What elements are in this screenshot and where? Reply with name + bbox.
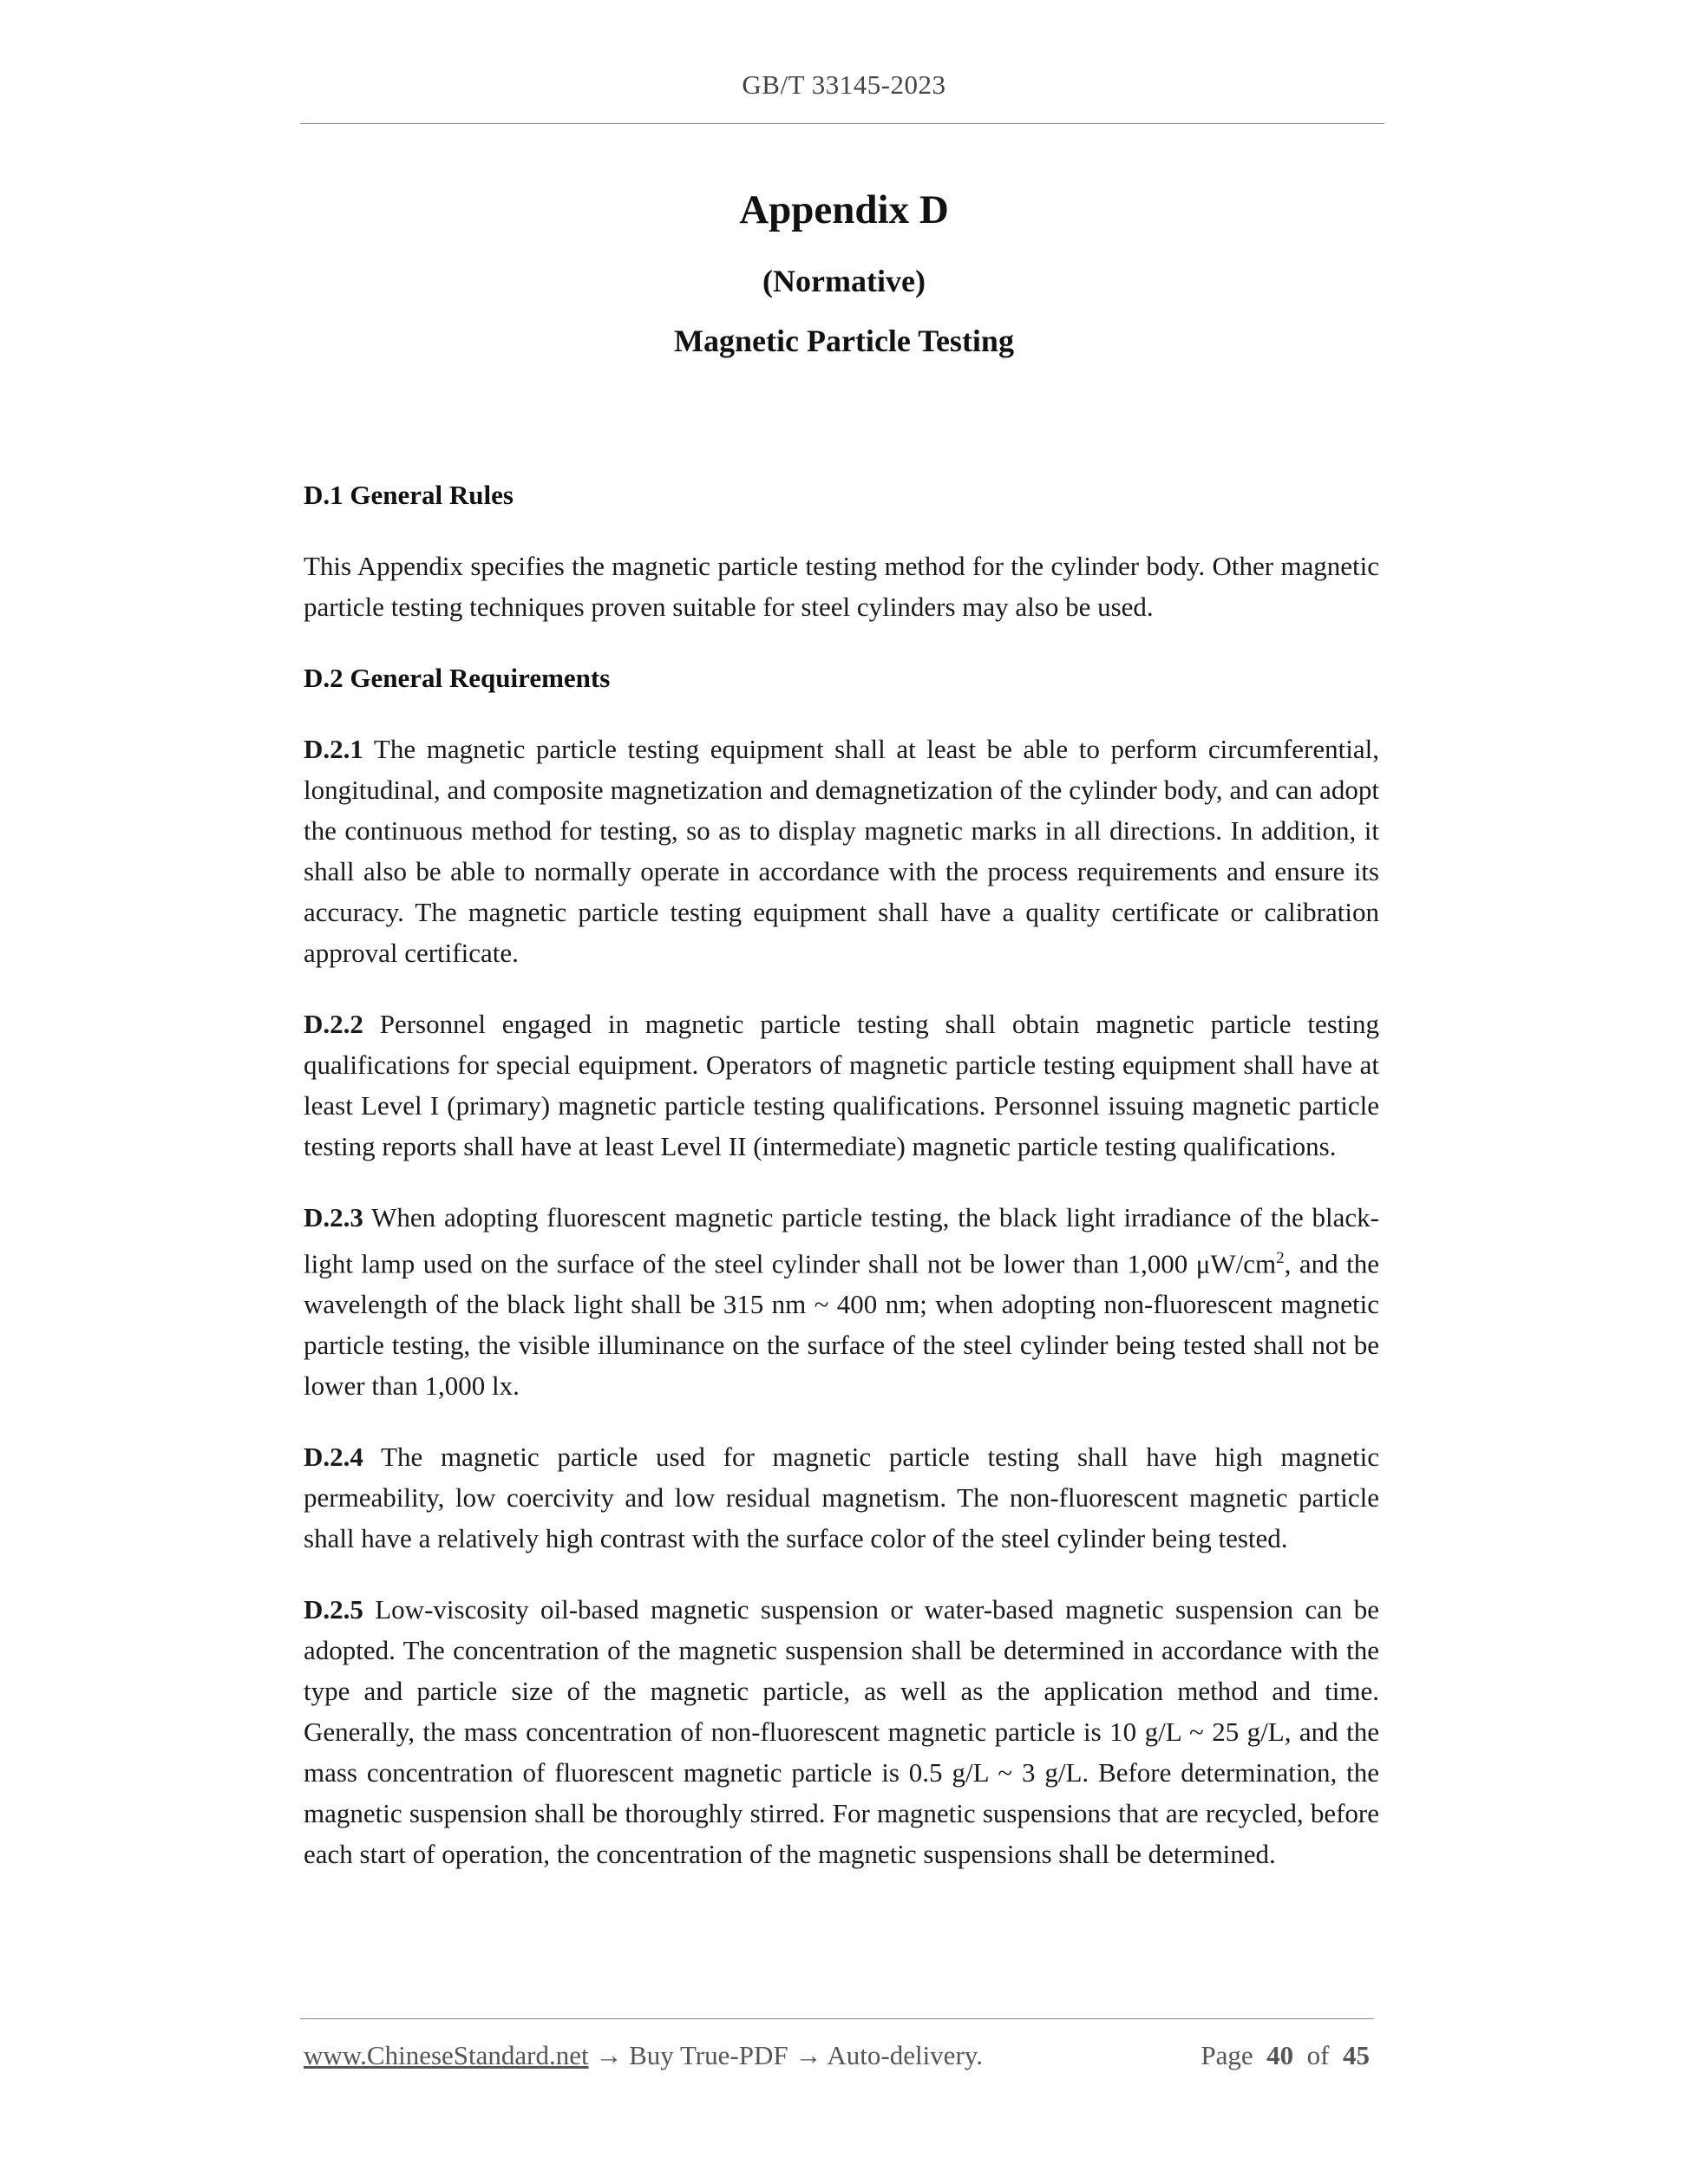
superscript: 2 bbox=[1276, 1249, 1285, 1267]
clause-d2-2 bbox=[304, 1004, 1379, 1167]
clause-number: D.2.1 bbox=[304, 734, 363, 764]
clause-number: D.2.3 bbox=[304, 1202, 363, 1233]
clause-text-continued: , and the wavelength of the black light shall be 315 nm ~ 400 nm; when adopting non-fluorescent magnetic particle testing, the visible illuminance on the surface of the steel cylinder being tested shall not be lower than 1,000 lx. bbox=[304, 1248, 1379, 1402]
section-heading-d2: D.2 General Requirements bbox=[304, 663, 611, 693]
clause-d2-3 bbox=[304, 1197, 1379, 1406]
header-divider bbox=[300, 123, 1384, 124]
clause-text: Low-viscosity oil-based magnetic suspension or water-based magnetic suspension can be adopted. The concentration of the magnetic suspension shall be determined in accordance with the type and particle size of the magnetic particle, as well as the application method and time. Generally, the mass concentration of non-fluorescent magnetic particle is 10 g/L ~ 25 g/L, and the mass concentration of fluorescent magnetic particle is 0.5 g/L ~ 3 g/L. Before determination, the magnetic suspension shall be thoroughly stirred. For magnetic suspensions that are recycled, before each start of operation, the concentration of the magnetic suspensions shall be determined. bbox=[304, 1594, 1379, 1870]
section-heading-d1: D.1 General Rules bbox=[304, 480, 514, 510]
promo-text: → Buy True-PDF → Auto-delivery. bbox=[588, 2040, 983, 2070]
clause-d2-1 bbox=[304, 729, 1379, 973]
clause-d2-5 bbox=[304, 1589, 1379, 1874]
running-header: GB/T 33145-2023 bbox=[742, 69, 946, 100]
appendix-name: Magnetic Particle Testing bbox=[674, 324, 1014, 358]
of-word: of bbox=[1306, 2040, 1330, 2070]
footer-promo bbox=[304, 2040, 983, 2071]
section-d1-paragraph: This Appendix specifies the magnetic particle testing method for the cylinder body. Other magnetic particle testing techniques proven suitable for steel cylinders may also be used. bbox=[304, 551, 1379, 622]
clause-number: D.2.2 bbox=[304, 1009, 363, 1039]
document-body bbox=[304, 474, 1379, 1905]
page-word: Page bbox=[1201, 2040, 1253, 2070]
clause-text: The magnetic particle testing equipment shall at least be able to perform circumferential, longitudinal, and composite magnetization and demagnetization of the cylinder body, and can adopt the continuous method for testing, so as to display magnetic marks in all directions. In addition, it shall also be able to normally operate in accordance with the process requirements and ensure its accuracy. The magnetic particle testing equipment shall have a quality certificate or calibration approval certificate. bbox=[304, 734, 1379, 968]
page-total: 45 bbox=[1343, 2040, 1370, 2070]
appendix-nature: (Normative) bbox=[762, 264, 926, 298]
clause-text: The magnetic particle used for magnetic particle testing shall have high magnetic permeability, low coercivity and low residual magnetism. The non-fluorescent magnetic particle shall have a relatively high contrast with the surface color of the steel cylinder being tested. bbox=[304, 1442, 1379, 1554]
appendix-title: Appendix D bbox=[739, 187, 949, 232]
clause-number: D.2.4 bbox=[304, 1442, 363, 1473]
page-indicator bbox=[1201, 2040, 1370, 2071]
clause-number: D.2.5 bbox=[304, 1594, 363, 1625]
page-current: 40 bbox=[1266, 2040, 1294, 2070]
site-link[interactable]: www.ChineseStandard.net bbox=[304, 2040, 589, 2070]
footer-divider bbox=[300, 2018, 1374, 2019]
clause-text: Personnel engaged in magnetic particle testing shall obtain magnetic particle testing qualifications for special equipment. Operators of magnetic particle testing equipment shall have at least Level I (primary) magnetic particle testing qualifications. Personnel issuing magnetic particle testing reports shall have at least Level II (intermediate) magnetic particle testing qualifications. bbox=[304, 1009, 1379, 1161]
clause-d2-4 bbox=[304, 1436, 1379, 1559]
clause-text: When adopting fluorescent magnetic particle testing, the black light irradiance of the black-light lamp used on the surface of the steel cylinder shall not be lower than 1,000 μW/cm bbox=[304, 1202, 1379, 1279]
